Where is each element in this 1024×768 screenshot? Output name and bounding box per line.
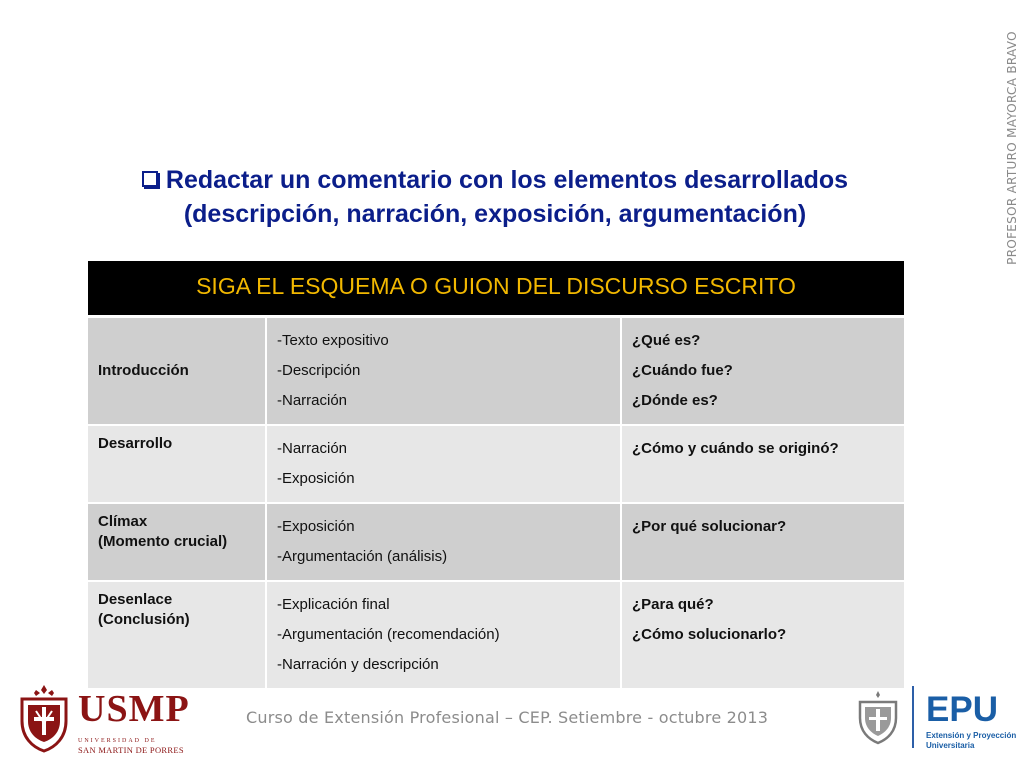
question-item: ¿Para qué? (632, 596, 714, 613)
element-item: -Narración y descripción (277, 656, 439, 673)
table-row-introduccion (88, 317, 904, 426)
usmp-small-shield-icon (856, 690, 900, 746)
stage-label: Clímax (98, 513, 148, 530)
element-item: -Narración (277, 440, 348, 457)
epu-sub-line-2: Universitaria (926, 741, 975, 750)
element-item: -Texto expositivo (277, 332, 389, 349)
question-item: ¿Cuándo fue? (632, 362, 733, 379)
questions-cell (621, 581, 904, 688)
questions-cell (621, 317, 904, 426)
stage-label: Introducción (98, 362, 189, 379)
usmp-sub-small: UNIVERSIDAD DE (78, 738, 157, 744)
elements-cell (266, 317, 621, 426)
elements-cell (266, 425, 621, 503)
usmp-sub-name: SAN MARTIN DE PORRES (78, 745, 184, 755)
epu-sub-line-1: Extensión y Proyección (926, 731, 1017, 740)
element-item: -Descripción (277, 362, 361, 379)
title-line-2: (descripción, narración, exposición, argumentación) (183, 200, 807, 228)
element-item: -Exposición (277, 518, 355, 535)
table-row-desenlace (88, 581, 904, 688)
usmp-shield-logo (18, 683, 70, 753)
usmp-wordmark: USMP (78, 688, 190, 730)
element-item: -Narración (277, 392, 348, 409)
course-footer-text: Curso de Extensión Profesional – CEP. Setiembre - octubre 2013 (246, 708, 769, 727)
element-item: -Argumentación (análisis) (277, 548, 448, 565)
discourse-schema-table (88, 261, 904, 688)
elements-cell (266, 581, 621, 688)
element-item: -Explicación final (277, 596, 390, 613)
table-header: SIGA EL ESQUEMA O GUION DEL DISCURSO ESCRITO (88, 261, 904, 317)
slide-title (60, 163, 930, 231)
epu-subtitle (926, 731, 1016, 751)
question-item: ¿Cómo y cuándo se originó? (632, 440, 839, 457)
stage-cell (88, 425, 266, 503)
stage-label: Desenlace (98, 591, 173, 608)
checkbox-icon (142, 171, 158, 187)
side-credit-text: PROFESOR ARTURO MAYORCA BRAVO (1005, 31, 1019, 265)
question-item: ¿Cómo solucionarlo? (632, 626, 787, 643)
questions-cell (621, 425, 904, 503)
elements-cell (266, 503, 621, 581)
stage-sublabel: (Conclusión) (98, 611, 190, 628)
epu-divider (912, 686, 914, 748)
title-line-1: Redactar un comentario con los elementos desarrollados (165, 166, 849, 194)
element-item: -Argumentación (recomendación) (277, 626, 500, 643)
questions-cell (621, 503, 904, 581)
stage-cell (88, 317, 266, 426)
table-row-desarrollo (88, 425, 904, 503)
usmp-subtitle (78, 735, 184, 755)
stage-cell (88, 503, 266, 581)
epu-wordmark: EPU (926, 690, 998, 729)
question-item: ¿Por qué solucionar? (632, 518, 787, 535)
element-item: -Exposición (277, 470, 355, 487)
table-row-climax (88, 503, 904, 581)
question-item: ¿Dónde es? (632, 392, 718, 409)
stage-cell (88, 581, 266, 688)
stage-label: Desarrollo (98, 435, 173, 452)
question-item: ¿Qué es? (632, 332, 701, 349)
stage-sublabel: (Momento crucial) (98, 533, 228, 550)
